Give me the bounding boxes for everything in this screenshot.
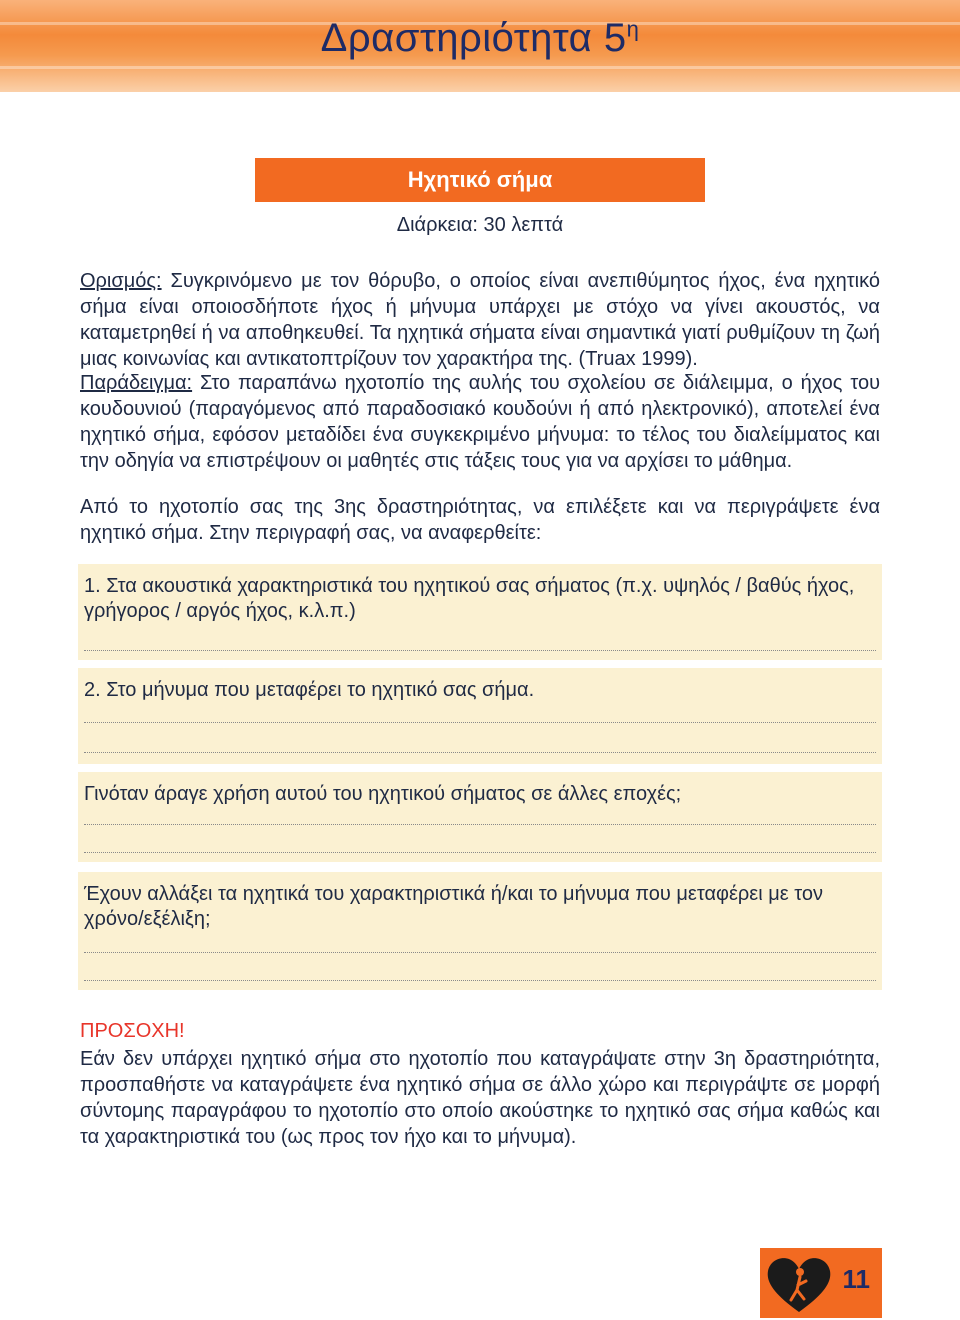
- answer-line: [84, 980, 876, 981]
- instruction-paragraph: Από το ηχοτοπίο σας της 3ης δραστηριότητας, να επιλέξετε και να περιγράψετε ένα ηχητικό σήμα. Στην περιγραφή σας, να αναφερθείτε:: [80, 496, 880, 544]
- question-3: Γινόταν άραγε χρήση αυτού του ηχητικού σήματος σε άλλες εποχές;: [84, 783, 682, 805]
- example-label: Παράδειγμα:: [80, 372, 193, 394]
- answer-line: [84, 852, 876, 853]
- definition-paragraph: Ορισμός: Συγκρινόμενο με τον θόρυβο, ο οποίος είναι ανεπιθύμητος ήχος, ένα ηχητικό σήμα είναι οποιοσδήποτε ήχος ή μήνυμα υπάρχει με στόχο να γίνει ακουστός, να καταμετρηθεί ή να αποθηκευθεί. Τα ηχητικά σήματα είναι σημαντικά γιατί ρυθμίζουν τη ζωή μιας κοινωνίας και αντικατοπτρίζουν τον χαρακτήρα της. (Truax 1999).: [80, 270, 880, 370]
- page-title: Δραστηριότητα $5^\eta$: [320, 16, 640, 60]
- answer-area-2[interactable]: [78, 668, 882, 764]
- question-4: Έχουν αλλάξει τα ηχητικά του χαρακτηριστικά ή/και το μήνυμα που μεταφέρει με τον χρόνο/εξέλιξη;: [84, 883, 823, 930]
- definition-label: Ορισμός:: [80, 270, 162, 292]
- answer-area-1[interactable]: [78, 564, 882, 660]
- question-2: 2. Στο μήνυμα που μεταφέρει το ηχητικό σας σήμα.: [84, 679, 535, 701]
- header-banner: [0, 0, 960, 92]
- answer-line: [84, 952, 876, 953]
- answer-line: [84, 650, 876, 651]
- footer-logo: [760, 1248, 882, 1318]
- answer-line: [84, 722, 876, 723]
- activity-duration: Διάρκεια: 30 λεπτά: [396, 214, 564, 236]
- question-1: 1. Στα ακουστικά χαρακτηριστικά του ηχητικού σας σήματος (π.χ. υψηλός / βαθύς ήχος, γρήγορος / αργός ήχος, κ.λ.π.): [84, 575, 855, 622]
- banner-stripe: [0, 66, 960, 69]
- activity-title: Ηχητικό σήμα: [255, 158, 705, 202]
- answer-area-4[interactable]: [78, 872, 882, 990]
- heart-figure-icon: [764, 1254, 834, 1316]
- example-paragraph: Παράδειγμα: Στο παραπάνω ηχοτοπίο της αυλής του σχολείου σε διάλειμμα, ο ήχος του κουδουνιού (παραγόμενος από παραδοσιακό κουδούνι ή από ηλεκτρονικό), αποτελεί ένα ηχητικό σήμα, εφόσον μεταδίδει ένα συγκεκριμένο μήνυμα: το τέλος του διαλείμματος και την οδηγία να επιστρέψουν οι μαθητές στις τάξεις τους για να αρχίσει το μάθημα.: [80, 372, 880, 472]
- page-number: 11: [842, 1264, 870, 1294]
- warning-title: ΠΡΟΣΟΧΗ!: [80, 1020, 185, 1042]
- answer-line: [84, 752, 876, 753]
- answer-line: [84, 824, 876, 825]
- answer-area-3[interactable]: [78, 772, 882, 862]
- warning-paragraph: Εάν δεν υπάρχει ηχητικό σήμα στο ηχοτοπίο που καταγράψατε στην 3η δραστηριότητα, προσπαθήστε να καταγράψετε ένα ηχητικό σήμα σε άλλο χώρο και περιγράψτε σε μορφή σύντομης παραγράφου το ηχοτοπίο στο οποίο ακούστηκε το ηχητικό σας σήμα καθώς και τα χαρακτηριστικά του (ως προς τον ήχο και το μήνυμα).: [80, 1048, 880, 1148]
